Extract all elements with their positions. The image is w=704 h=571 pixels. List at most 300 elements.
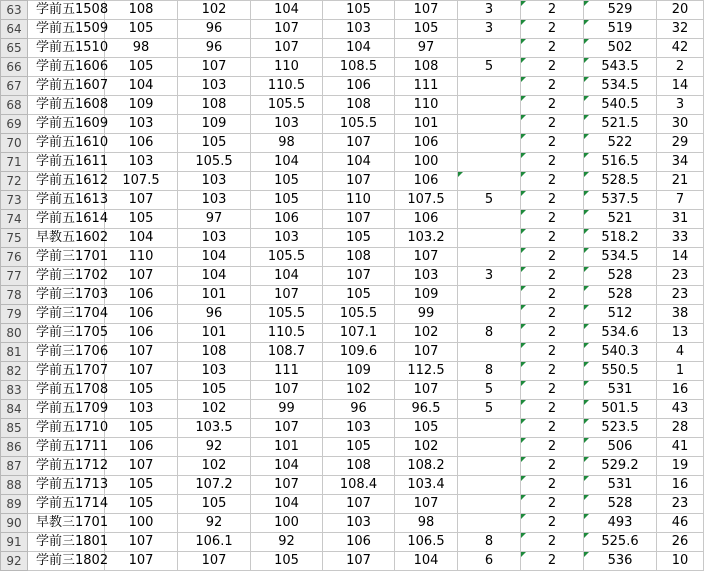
grid-cell[interactable] (458, 305, 521, 324)
grid-cell[interactable]: 105 (105, 476, 178, 495)
class-name-cell[interactable]: 学前五1509 (28, 20, 105, 39)
grid-cell[interactable]: 501.5 (584, 400, 657, 419)
grid-cell[interactable]: 531 (584, 476, 657, 495)
grid-cell[interactable]: 2 (521, 514, 584, 533)
grid-cell[interactable]: 107 (323, 267, 395, 286)
table-row[interactable] (1, 20, 704, 39)
grid-cell[interactable]: 540.5 (584, 96, 657, 115)
grid-cell[interactable]: 106 (105, 305, 178, 324)
row-header[interactable]: 75 (1, 229, 28, 248)
grid-cell[interactable] (458, 419, 521, 438)
grid-cell[interactable]: 523.5 (584, 419, 657, 438)
grid-cell[interactable]: 105 (105, 419, 178, 438)
grid-cell[interactable]: 5 (458, 191, 521, 210)
grid-cell[interactable]: 105 (323, 1, 395, 20)
grid-cell[interactable]: 103 (251, 229, 323, 248)
grid-cell[interactable]: 16 (657, 381, 704, 400)
grid-cell[interactable]: 2 (521, 96, 584, 115)
grid-cell[interactable]: 2 (521, 77, 584, 96)
table-row[interactable] (1, 58, 704, 77)
grid-cell[interactable]: 99 (395, 305, 458, 324)
row-header[interactable]: 89 (1, 495, 28, 514)
grid-cell[interactable]: 107 (105, 457, 178, 476)
class-name-cell[interactable]: 学前五1713 (28, 476, 105, 495)
grid-cell[interactable]: 107 (105, 343, 178, 362)
grid-cell[interactable]: 106 (323, 533, 395, 552)
grid-cell[interactable]: 2 (521, 20, 584, 39)
grid-cell[interactable]: 2 (521, 1, 584, 20)
grid-cell[interactable]: 46 (657, 514, 704, 533)
row-header[interactable]: 78 (1, 286, 28, 305)
grid-cell[interactable]: 103 (323, 419, 395, 438)
grid-cell[interactable]: 13 (657, 324, 704, 343)
grid-cell[interactable]: 96.5 (395, 400, 458, 419)
grid-cell[interactable]: 103 (323, 20, 395, 39)
grid-cell[interactable] (458, 39, 521, 58)
class-name-cell[interactable]: 学前五1608 (28, 96, 105, 115)
grid-cell[interactable]: 103 (323, 514, 395, 533)
class-name-cell[interactable]: 学前五1707 (28, 362, 105, 381)
row-header[interactable]: 92 (1, 552, 28, 571)
grid-cell[interactable]: 98 (105, 39, 178, 58)
row-header[interactable]: 86 (1, 438, 28, 457)
row-header[interactable]: 83 (1, 381, 28, 400)
grid-cell[interactable]: 107 (395, 248, 458, 267)
grid-cell[interactable]: 96 (178, 305, 251, 324)
grid-cell[interactable]: 32 (657, 20, 704, 39)
table-row[interactable] (1, 476, 704, 495)
grid-cell[interactable]: 6 (458, 552, 521, 571)
grid-cell[interactable]: 105.5 (251, 248, 323, 267)
grid-cell[interactable]: 543.5 (584, 58, 657, 77)
grid-cell[interactable]: 100 (105, 514, 178, 533)
grid-cell[interactable]: 108.2 (395, 457, 458, 476)
grid-cell[interactable]: 2 (521, 400, 584, 419)
grid-cell[interactable]: 525.6 (584, 533, 657, 552)
grid-cell[interactable]: 103 (105, 400, 178, 419)
class-name-cell[interactable]: 学前五1612 (28, 172, 105, 191)
grid-cell[interactable]: 108 (395, 58, 458, 77)
grid-cell[interactable]: 14 (657, 77, 704, 96)
grid-cell[interactable]: 98 (395, 514, 458, 533)
row-header[interactable]: 73 (1, 191, 28, 210)
grid-cell[interactable]: 107 (105, 267, 178, 286)
grid-cell[interactable]: 105 (395, 419, 458, 438)
grid-cell[interactable]: 19 (657, 457, 704, 476)
grid-cell[interactable]: 104 (251, 495, 323, 514)
grid-cell[interactable] (458, 286, 521, 305)
grid-cell[interactable]: 111 (395, 77, 458, 96)
grid-cell[interactable]: 100 (395, 153, 458, 172)
class-name-cell[interactable]: 学前三1802 (28, 552, 105, 571)
grid-cell[interactable]: 3 (458, 1, 521, 20)
grid-cell[interactable]: 2 (521, 153, 584, 172)
grid-cell[interactable]: 105.5 (251, 305, 323, 324)
grid-cell[interactable]: 529.2 (584, 457, 657, 476)
grid-cell[interactable]: 528.5 (584, 172, 657, 191)
grid-cell[interactable]: 107 (251, 39, 323, 58)
grid-cell[interactable]: 104 (323, 153, 395, 172)
grid-cell[interactable]: 103 (178, 229, 251, 248)
class-name-cell[interactable]: 学前三1801 (28, 533, 105, 552)
table-row[interactable] (1, 77, 704, 96)
class-name-cell[interactable]: 学前五1609 (28, 115, 105, 134)
grid-cell[interactable]: 112.5 (395, 362, 458, 381)
grid-cell[interactable]: 107 (395, 343, 458, 362)
grid-cell[interactable]: 2 (521, 115, 584, 134)
grid-cell[interactable]: 103 (251, 115, 323, 134)
grid-cell[interactable]: 2 (521, 495, 584, 514)
grid-cell[interactable] (458, 134, 521, 153)
grid-cell[interactable]: 522 (584, 134, 657, 153)
grid-cell[interactable] (458, 229, 521, 248)
grid-cell[interactable] (458, 210, 521, 229)
class-name-cell[interactable]: 学前三1705 (28, 324, 105, 343)
grid-cell[interactable]: 107 (323, 552, 395, 571)
grid-cell[interactable]: 110.5 (251, 77, 323, 96)
grid-cell[interactable]: 99 (251, 400, 323, 419)
class-name-cell[interactable]: 学前三1704 (28, 305, 105, 324)
grid-cell[interactable] (458, 476, 521, 495)
grid-cell[interactable]: 2 (521, 457, 584, 476)
grid-cell[interactable] (458, 115, 521, 134)
grid-cell[interactable]: 102 (395, 438, 458, 457)
grid-cell[interactable]: 103.2 (395, 229, 458, 248)
grid-cell[interactable]: 107 (105, 533, 178, 552)
grid-cell[interactable]: 103 (178, 172, 251, 191)
grid-cell[interactable]: 2 (521, 248, 584, 267)
grid-cell[interactable]: 105 (105, 381, 178, 400)
grid-cell[interactable]: 38 (657, 305, 704, 324)
table-row[interactable] (1, 286, 704, 305)
class-name-cell[interactable]: 学前五1712 (28, 457, 105, 476)
table-row[interactable] (1, 514, 704, 533)
grid-cell[interactable]: 103 (178, 77, 251, 96)
grid-cell[interactable]: 519 (584, 20, 657, 39)
grid-cell[interactable] (458, 343, 521, 362)
table-row[interactable] (1, 172, 704, 191)
table-row[interactable] (1, 381, 704, 400)
grid-cell[interactable]: 102 (178, 400, 251, 419)
grid-cell[interactable]: 107 (251, 20, 323, 39)
row-header[interactable]: 81 (1, 343, 28, 362)
class-name-cell[interactable]: 早教五1602 (28, 229, 105, 248)
table-row[interactable] (1, 115, 704, 134)
grid-cell[interactable]: 107 (323, 210, 395, 229)
grid-cell[interactable]: 1 (657, 362, 704, 381)
grid-cell[interactable]: 109 (395, 286, 458, 305)
grid-cell[interactable] (458, 514, 521, 533)
grid-cell[interactable]: 16 (657, 476, 704, 495)
grid-cell[interactable]: 516.5 (584, 153, 657, 172)
grid-cell[interactable]: 4 (657, 343, 704, 362)
grid-cell[interactable]: 103 (395, 267, 458, 286)
grid-cell[interactable]: 107 (395, 495, 458, 514)
row-header[interactable]: 87 (1, 457, 28, 476)
grid-cell[interactable]: 2 (521, 39, 584, 58)
row-header[interactable]: 68 (1, 96, 28, 115)
grid-cell[interactable]: 42 (657, 39, 704, 58)
grid-cell[interactable]: 2 (521, 286, 584, 305)
grid-cell[interactable]: 107 (105, 191, 178, 210)
row-header[interactable]: 69 (1, 115, 28, 134)
row-header[interactable]: 76 (1, 248, 28, 267)
grid-cell[interactable]: 2 (521, 533, 584, 552)
grid-cell[interactable]: 2 (521, 305, 584, 324)
grid-cell[interactable]: 107 (395, 381, 458, 400)
class-name-cell[interactable]: 早教三1701 (28, 514, 105, 533)
row-header[interactable]: 64 (1, 20, 28, 39)
table-row[interactable] (1, 1, 704, 20)
grid-cell[interactable]: 104 (178, 248, 251, 267)
grid-cell[interactable]: 104 (178, 267, 251, 286)
grid-cell[interactable]: 33 (657, 229, 704, 248)
grid-cell[interactable]: 108 (323, 457, 395, 476)
grid-cell[interactable] (458, 495, 521, 514)
class-name-cell[interactable]: 学前五1510 (28, 39, 105, 58)
grid-cell[interactable]: 14 (657, 248, 704, 267)
grid-cell[interactable]: 528 (584, 267, 657, 286)
grid-cell[interactable]: 2 (521, 381, 584, 400)
class-name-cell[interactable]: 学前五1611 (28, 153, 105, 172)
grid-cell[interactable]: 106 (105, 438, 178, 457)
grid-cell[interactable]: 110 (251, 58, 323, 77)
row-header[interactable]: 63 (1, 1, 28, 20)
grid-cell[interactable]: 34 (657, 153, 704, 172)
grid-cell[interactable]: 106 (395, 134, 458, 153)
row-header[interactable]: 70 (1, 134, 28, 153)
grid-cell[interactable]: 106 (395, 172, 458, 191)
grid-cell[interactable]: 107 (251, 286, 323, 305)
grid-cell[interactable]: 2 (657, 58, 704, 77)
grid-cell[interactable]: 518.2 (584, 229, 657, 248)
grid-cell[interactable]: 107.1 (323, 324, 395, 343)
grid-cell[interactable]: 92 (178, 438, 251, 457)
grid-cell[interactable]: 107 (178, 552, 251, 571)
grid-cell[interactable]: 2 (521, 58, 584, 77)
table-row[interactable] (1, 438, 704, 457)
table-row[interactable] (1, 248, 704, 267)
grid-cell[interactable]: 105.5 (178, 153, 251, 172)
grid-cell[interactable]: 104 (251, 1, 323, 20)
grid-cell[interactable]: 502 (584, 39, 657, 58)
table-row[interactable] (1, 495, 704, 514)
grid-cell[interactable]: 10 (657, 552, 704, 571)
grid-cell[interactable]: 5 (458, 58, 521, 77)
grid-cell[interactable]: 2 (521, 134, 584, 153)
grid-cell[interactable]: 104 (251, 267, 323, 286)
grid-cell[interactable]: 103 (178, 362, 251, 381)
class-name-cell[interactable]: 学前三1702 (28, 267, 105, 286)
grid-cell[interactable]: 41 (657, 438, 704, 457)
grid-cell[interactable]: 107.5 (105, 172, 178, 191)
grid-cell[interactable]: 2 (521, 324, 584, 343)
grid-cell[interactable]: 110.5 (251, 324, 323, 343)
row-header[interactable]: 77 (1, 267, 28, 286)
grid-cell[interactable]: 107 (395, 1, 458, 20)
grid-cell[interactable]: 105 (105, 20, 178, 39)
grid-cell[interactable]: 105 (251, 552, 323, 571)
grid-cell[interactable]: 529 (584, 1, 657, 20)
class-name-cell[interactable]: 学前五1606 (28, 58, 105, 77)
grid-cell[interactable]: 105 (105, 210, 178, 229)
row-header[interactable]: 80 (1, 324, 28, 343)
grid-cell[interactable]: 106.1 (178, 533, 251, 552)
grid-cell[interactable]: 104 (105, 229, 178, 248)
table-row[interactable] (1, 210, 704, 229)
table-row[interactable] (1, 39, 704, 58)
table-row[interactable] (1, 324, 704, 343)
class-name-cell[interactable]: 学前五1708 (28, 381, 105, 400)
grid-cell[interactable]: 107 (105, 552, 178, 571)
grid-cell[interactable] (458, 248, 521, 267)
grid-cell[interactable]: 106 (105, 286, 178, 305)
grid-cell[interactable]: 108.5 (323, 58, 395, 77)
class-name-cell[interactable]: 学前五1709 (28, 400, 105, 419)
class-name-cell[interactable]: 学前三1703 (28, 286, 105, 305)
grid-cell[interactable]: 104 (251, 153, 323, 172)
grid-cell[interactable]: 108 (105, 1, 178, 20)
grid-cell[interactable]: 102 (323, 381, 395, 400)
grid-cell[interactable]: 101 (251, 438, 323, 457)
grid-cell[interactable]: 96 (178, 39, 251, 58)
grid-cell[interactable]: 2 (521, 476, 584, 495)
grid-cell[interactable]: 108 (323, 96, 395, 115)
grid-cell[interactable]: 96 (323, 400, 395, 419)
grid-cell[interactable] (458, 153, 521, 172)
grid-cell[interactable]: 105 (395, 20, 458, 39)
grid-cell[interactable]: 550.5 (584, 362, 657, 381)
grid-cell[interactable]: 28 (657, 419, 704, 438)
row-header[interactable]: 65 (1, 39, 28, 58)
class-name-cell[interactable]: 学前五1613 (28, 191, 105, 210)
class-name-cell[interactable]: 学前五1610 (28, 134, 105, 153)
grid-cell[interactable]: 107 (323, 172, 395, 191)
grid-cell[interactable]: 107.2 (178, 476, 251, 495)
grid-cell[interactable]: 105 (105, 495, 178, 514)
grid-cell[interactable]: 29 (657, 134, 704, 153)
row-header[interactable]: 82 (1, 362, 28, 381)
grid-cell[interactable]: 2 (521, 229, 584, 248)
grid-cell[interactable]: 103 (178, 191, 251, 210)
grid-cell[interactable]: 105 (178, 495, 251, 514)
grid-cell[interactable] (458, 438, 521, 457)
grid-cell[interactable]: 103.5 (178, 419, 251, 438)
grid-cell[interactable]: 105 (178, 134, 251, 153)
grid-cell[interactable]: 21 (657, 172, 704, 191)
table-row[interactable] (1, 419, 704, 438)
grid-cell[interactable]: 534.5 (584, 248, 657, 267)
grid-cell[interactable]: 108.4 (323, 476, 395, 495)
table-row[interactable] (1, 153, 704, 172)
table-row[interactable] (1, 191, 704, 210)
grid-cell[interactable]: 540.3 (584, 343, 657, 362)
grid-cell[interactable]: 493 (584, 514, 657, 533)
row-header[interactable]: 85 (1, 419, 28, 438)
grid-cell[interactable]: 20 (657, 1, 704, 20)
grid-cell[interactable]: 103 (105, 153, 178, 172)
grid-cell[interactable]: 2 (521, 267, 584, 286)
grid-cell[interactable]: 105 (323, 286, 395, 305)
grid-cell[interactable]: 106 (105, 324, 178, 343)
grid-cell[interactable]: 521.5 (584, 115, 657, 134)
grid-cell[interactable]: 110 (105, 248, 178, 267)
grid-cell[interactable]: 107 (251, 419, 323, 438)
grid-cell[interactable]: 23 (657, 286, 704, 305)
grid-cell[interactable] (458, 96, 521, 115)
grid-cell[interactable]: 107 (251, 476, 323, 495)
grid-cell[interactable]: 107 (105, 362, 178, 381)
grid-cell[interactable]: 109 (105, 96, 178, 115)
grid-cell[interactable]: 2 (521, 210, 584, 229)
row-header[interactable]: 74 (1, 210, 28, 229)
grid-cell[interactable]: 105.5 (251, 96, 323, 115)
grid-cell[interactable]: 537.5 (584, 191, 657, 210)
class-name-cell[interactable]: 学前五1508 (28, 1, 105, 20)
grid-cell[interactable]: 3 (458, 267, 521, 286)
grid-cell[interactable]: 534.6 (584, 324, 657, 343)
grid-cell[interactable]: 109.6 (323, 343, 395, 362)
grid-cell[interactable]: 103 (105, 115, 178, 134)
grid-cell[interactable]: 3 (458, 20, 521, 39)
class-name-cell[interactable]: 学前五1711 (28, 438, 105, 457)
grid-cell[interactable]: 104 (251, 457, 323, 476)
table-row[interactable] (1, 552, 704, 571)
grid-cell[interactable]: 108 (178, 343, 251, 362)
table-row[interactable] (1, 457, 704, 476)
row-header[interactable]: 84 (1, 400, 28, 419)
class-name-cell[interactable]: 学前五1714 (28, 495, 105, 514)
grid-cell[interactable]: 106 (395, 210, 458, 229)
grid-cell[interactable]: 2 (521, 438, 584, 457)
grid-cell[interactable]: 105.5 (323, 115, 395, 134)
grid-cell[interactable]: 2 (521, 172, 584, 191)
grid-cell[interactable] (458, 77, 521, 96)
table-row[interactable] (1, 267, 704, 286)
grid-cell[interactable]: 107 (251, 381, 323, 400)
table-row[interactable] (1, 96, 704, 115)
table-row[interactable] (1, 362, 704, 381)
grid-cell[interactable]: 97 (395, 39, 458, 58)
grid-cell[interactable]: 102 (395, 324, 458, 343)
grid-cell[interactable]: 106.5 (395, 533, 458, 552)
grid-cell[interactable]: 536 (584, 552, 657, 571)
grid-cell[interactable]: 30 (657, 115, 704, 134)
grid-cell[interactable]: 534.5 (584, 77, 657, 96)
grid-cell[interactable]: 111 (251, 362, 323, 381)
row-header[interactable]: 91 (1, 533, 28, 552)
grid-cell[interactable]: 105.5 (323, 305, 395, 324)
grid-cell[interactable]: 106 (105, 134, 178, 153)
row-header[interactable]: 90 (1, 514, 28, 533)
grid-cell[interactable]: 108 (178, 96, 251, 115)
grid-cell[interactable]: 8 (458, 324, 521, 343)
grid-cell[interactable]: 101 (178, 324, 251, 343)
grid-cell[interactable]: 528 (584, 286, 657, 305)
grid-cell[interactable]: 3 (657, 96, 704, 115)
grid-cell[interactable]: 108 (323, 248, 395, 267)
grid-cell[interactable]: 92 (251, 533, 323, 552)
grid-cell[interactable]: 106 (323, 77, 395, 96)
table-row[interactable] (1, 343, 704, 362)
grid-cell[interactable]: 107 (178, 58, 251, 77)
grid-cell[interactable]: 7 (657, 191, 704, 210)
grid-cell[interactable]: 512 (584, 305, 657, 324)
grid-cell[interactable]: 107.5 (395, 191, 458, 210)
grid-cell[interactable]: 105 (251, 172, 323, 191)
grid-cell[interactable] (458, 172, 521, 191)
grid-cell[interactable]: 106 (251, 210, 323, 229)
